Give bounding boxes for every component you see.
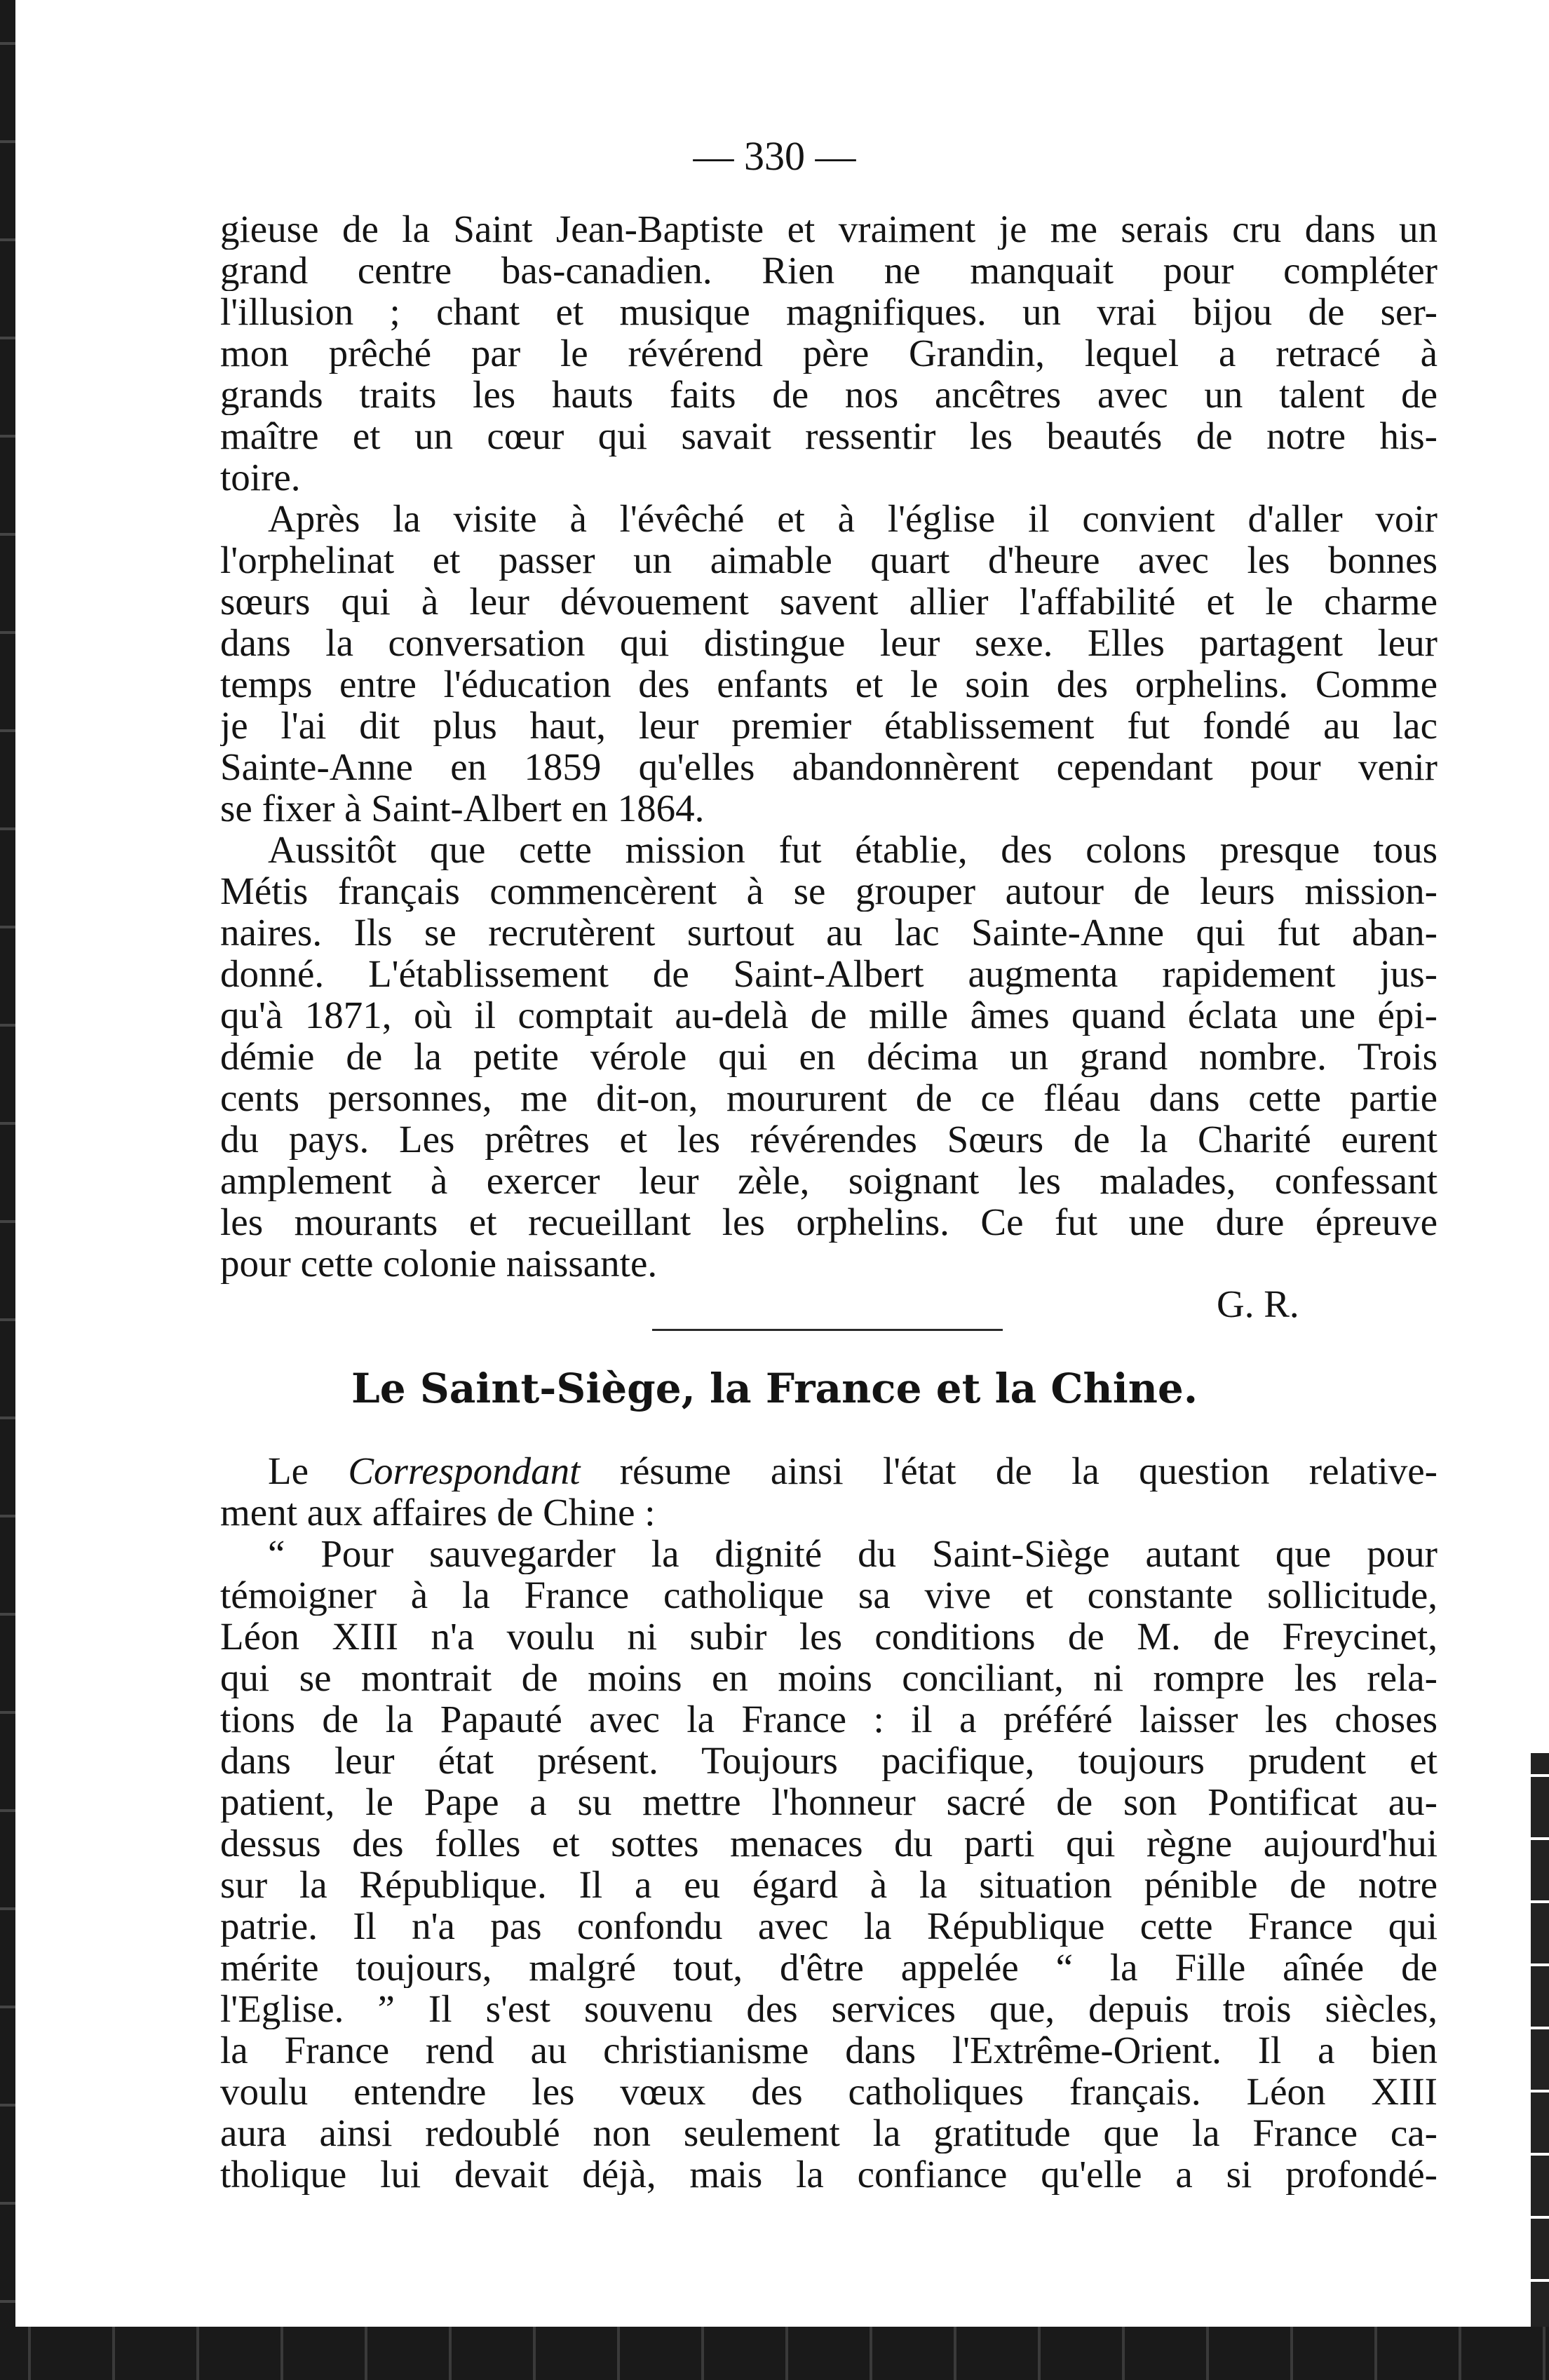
text-line: qui se montrait de moins en moins conciliant, ni rompre les rela- [220,1657,1438,1698]
text-line: démie de la petite vérole qui en décima un grand nombre. Trois [220,1036,1438,1077]
article-continuation [220,208,1438,1284]
paragraph-start [220,1450,1438,1492]
text-line: témoigner à la France catholique sa vive et constante sollicitude, [220,1574,1438,1616]
text-line: du pays. Les prêtres et les révérendes Sœurs de la Charité eurent [220,1118,1438,1160]
text-line: voulu entendre les vœux des catholiques français. Léon XIII [220,2071,1438,2112]
paragraph-start: Après la visite à l'évêché et à l'église il convient d'aller voir [268,498,1438,539]
text-line: maître et un cœur qui savait ressentir les beautés de notre his- [220,415,1438,457]
intro-prefix: Le [268,1450,349,1492]
text-line: naires. Ils se recrutèrent surtout au lac Sainte-Anne qui fut aban- [220,912,1438,953]
page-number: — 330 — [693,133,856,179]
text-line: temps entre l'éducation des enfants et le soin des orphelins. Comme [220,663,1438,705]
quote-start: “ Pour sauvegarder la dignité du Saint-Siège autant que pour [268,1533,1438,1574]
text-line: dessus des folles et sottes menaces du parti qui règne aujourd'hui [220,1823,1438,1864]
paragraph-start: Aussitôt que cette mission fut établie, des colons presque tous [268,829,1438,870]
text-line: tions de la Papauté avec la France : il a préféré laisser les choses [220,1698,1438,1740]
text-line: toire. [220,457,301,498]
text-line: Sainte-Anne en 1859 qu'elles abandonnèrent cependant pour venir [220,746,1438,787]
text-line: se fixer à Saint-Albert en 1864. [220,787,705,829]
text-line: l'Eglise. ” Il s'est souvenu des services que, depuis trois siècles, [220,1988,1438,2029]
text-line: mon prêché par le révérend père Grandin, lequel a retracé à [220,332,1438,374]
text-line: grand centre bas-canadien. Rien ne manquait pour compléter [220,250,1438,291]
scan-edge-right [1531,1753,1549,2327]
article-body [220,1450,1438,2195]
text-line: patrie. Il n'a pas confondu avec la République cette France qui [220,1905,1438,1947]
text-line: sur la République. Il a eu égard à la situation pénible de notre [220,1864,1438,1905]
text-line: ment aux affaires de Chine : [220,1492,656,1533]
text-line: sœurs qui à leur dévouement savent allier l'affabilité et le charme [220,581,1438,622]
text-line: Métis français commencèrent à se grouper autour de leurs mission- [220,870,1438,912]
text-line: gieuse de la Saint Jean-Baptiste et vraiment je me serais cru dans un [220,208,1438,250]
text-line: qu'à 1871, où il comptait au-delà de mille âmes quand éclata une épi- [220,994,1438,1036]
scan-edge-bottom [0,2327,1549,2380]
text-line: grands traits les hauts faits de nos ancêtres avec un talent de [220,374,1438,415]
text-line: amplement à exercer leur zèle, soignant les malades, confessant [220,1160,1438,1201]
text-line: tholique lui devait déjà, mais la confiance qu'elle a si profondé- [220,2154,1438,2195]
article-title: Le Saint-Siège, la France et la Chine. [351,1365,1198,1412]
scan-edge-left [0,0,15,2380]
publication-name: Correspondant [348,1450,581,1492]
text-line: patient, le Pape a su mettre l'honneur sacré de son Pontificat au- [220,1781,1438,1823]
text-line: donné. L'établissement de Saint-Albert augmenta rapidement jus- [220,953,1438,994]
author-signature: G. R. [1217,1283,1299,1325]
text-line: je l'ai dit plus haut, leur premier établissement fut fondé au lac [220,705,1438,746]
text-line: l'orphelinat et passer un aimable quart d'heure avec les bonnes [220,539,1438,581]
text-line: les mourants et recueillant les orphelins. Ce fut une dure épreuve [220,1201,1438,1243]
text-line: cents personnes, me dit-on, moururent de ce fléau dans cette partie [220,1077,1438,1118]
text-line: la France rend au christianisme dans l'Extrême-Orient. Il a bien [220,2029,1438,2071]
section-divider [652,1329,1003,1331]
text-line: Léon XIII n'a voulu ni subir les conditions de M. de Freycinet, [220,1616,1438,1657]
text-line: l'illusion ; chant et musique magnifiques. un vrai bijou de ser- [220,291,1438,332]
text-line: pour cette colonie naissante. [220,1243,658,1284]
text-line: mérite toujours, malgré tout, d'être appelée “ la Fille aînée de [220,1947,1438,1988]
text-line: aura ainsi redoublé non seulement la gratitude que la France ca- [220,2112,1438,2154]
text-line: dans la conversation qui distingue leur sexe. Elles partagent leur [220,622,1438,663]
text-line: dans leur état présent. Toujours pacifique, toujours prudent et [220,1740,1438,1781]
intro-suffix: résume ainsi l'état de la question relative- [580,1450,1438,1492]
